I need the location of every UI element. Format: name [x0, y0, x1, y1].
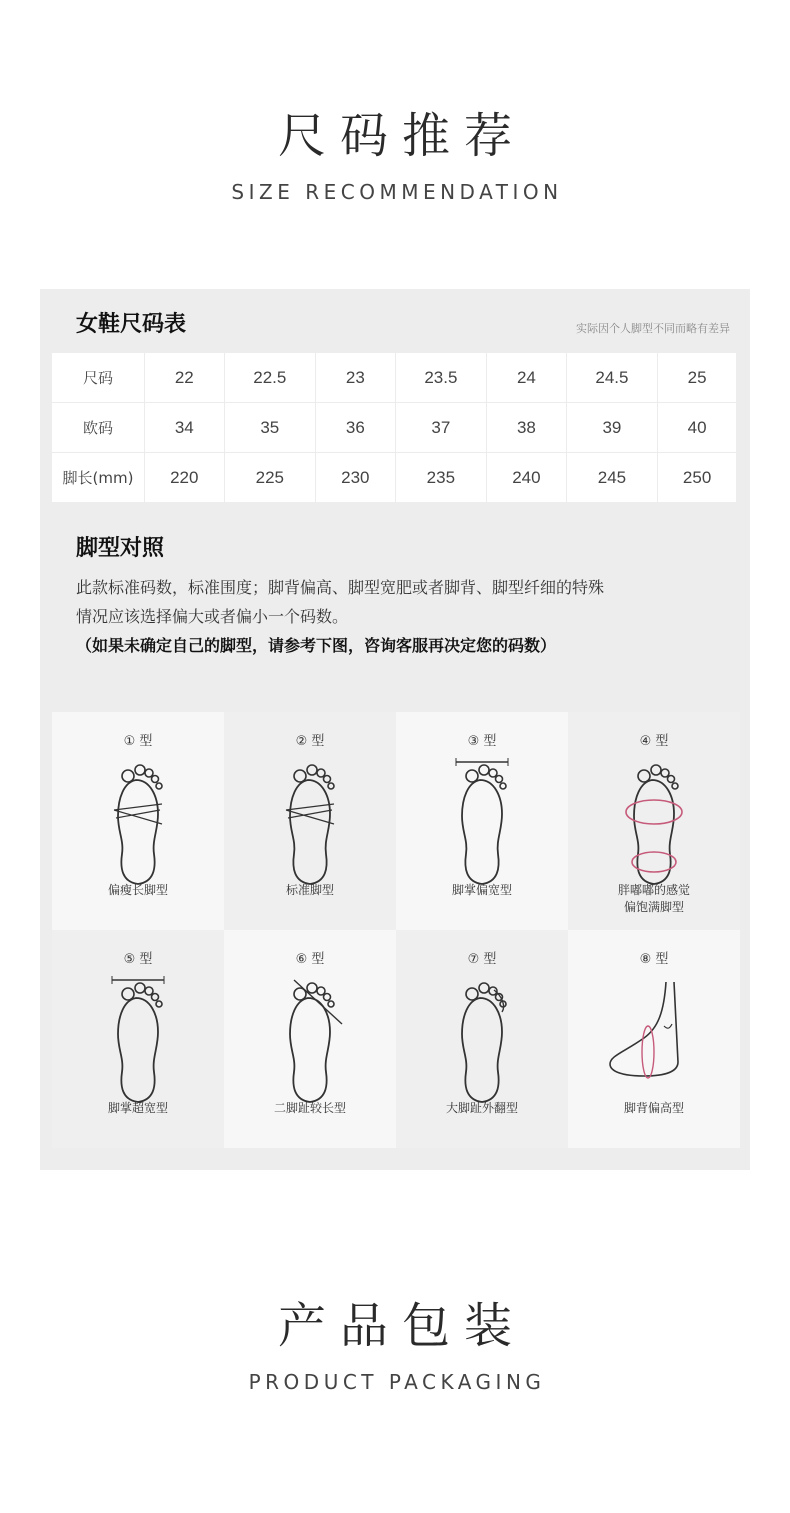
- size-cell: 250: [682, 467, 712, 487]
- foot-type-caption: 胖嘟嘟的感觉 偏饱满脚型: [617, 883, 690, 914]
- section-title-en: PRODUCT PACKAGING: [248, 1370, 546, 1394]
- foot-type-card: [224, 712, 396, 930]
- size-recommendation-heading: [0, 108, 790, 204]
- foot-type-caption: 偏瘦长脚型: [107, 883, 168, 897]
- foot-types-title: 脚型对照: [76, 536, 165, 561]
- size-cell: 23.5: [395, 353, 487, 403]
- size-row: [52, 353, 736, 403]
- size-cell: 24.5: [566, 353, 658, 403]
- foot-type-card: [52, 930, 224, 1148]
- size-cell: 245: [566, 453, 658, 503]
- foot-type-card: [396, 930, 568, 1148]
- size-cell: 23: [316, 353, 396, 403]
- foot-type-label: ⑤ 型: [123, 952, 153, 967]
- foot-type-caption: 大脚趾外翻型: [445, 1101, 518, 1115]
- size-cell: 40: [658, 403, 736, 453]
- foot-type-label: ⑧ 型: [639, 952, 669, 967]
- size-cell: 38: [487, 403, 567, 453]
- description-line: 此款标准码数，标准围度；脚背偏高、脚型宽肥或者脚背、脚型纤细的特殊: [76, 578, 605, 597]
- foot-type-card: [568, 930, 740, 1148]
- foot-type-label: ② 型: [295, 734, 325, 749]
- product-packaging-heading: [0, 1298, 790, 1394]
- size-cell: 25: [658, 353, 736, 403]
- size-chart-panel: [40, 289, 750, 1170]
- size-cell: 230: [316, 453, 396, 503]
- foot-type-caption: 脚掌超宽型: [107, 1101, 168, 1115]
- size-chart-table: [52, 353, 736, 502]
- size-chart-title: 女鞋尺码表: [76, 312, 187, 337]
- foot-type-card: [396, 712, 568, 930]
- size-cell: 34: [145, 403, 225, 453]
- section-title-en: SIZE RECOMMENDATION: [231, 180, 563, 204]
- size-cell: 36: [316, 403, 396, 453]
- description-line: 情况应该选择偏大或者偏小一个码数。: [76, 607, 349, 626]
- foot-type-card: [52, 712, 224, 930]
- section-title-cn: 产品包装: [277, 1298, 526, 1354]
- foot-type-grid: [52, 712, 740, 1148]
- size-cell: 225: [224, 453, 316, 503]
- size-row-label: 脚长(mm): [52, 453, 145, 503]
- size-cell: 24: [487, 353, 567, 403]
- size-row: [52, 453, 736, 503]
- size-cell: 22.5: [224, 353, 316, 403]
- size-cell: 37: [395, 403, 487, 453]
- size-cell: 235: [395, 453, 487, 503]
- description-hint: （如果未确定自己的脚型，请参考下图，咨询客服再决定您的码数）: [76, 636, 557, 655]
- size-cell: 39: [566, 403, 658, 453]
- size-row-label: 欧码: [52, 403, 145, 453]
- foot-type-label: ⑦ 型: [467, 952, 497, 967]
- foot-type-caption: 脚背偏高型: [623, 1101, 684, 1115]
- size-row: [52, 403, 736, 453]
- foot-types-description: [76, 573, 716, 660]
- foot-type-label: ① 型: [123, 734, 153, 749]
- size-cell: 220: [145, 453, 225, 503]
- foot-type-caption: 二脚趾较长型: [273, 1101, 346, 1115]
- size-cell: 22: [145, 353, 225, 403]
- foot-type-label: ③ 型: [467, 734, 497, 749]
- section-title-cn: 尺码推荐: [277, 108, 526, 164]
- size-chart-note: 实际因个人脚型不同而略有差异: [576, 322, 730, 335]
- foot-type-caption: 标准脚型: [285, 883, 334, 897]
- foot-type-caption: 脚掌偏宽型: [451, 883, 512, 897]
- size-row-label: 尺码: [52, 353, 145, 403]
- foot-type-label: ④ 型: [639, 734, 669, 749]
- size-cell: 240: [487, 453, 567, 503]
- foot-type-card: [568, 712, 740, 930]
- foot-type-card: [224, 930, 396, 1148]
- foot-type-label: ⑥ 型: [295, 952, 325, 967]
- size-cell: 35: [224, 403, 316, 453]
